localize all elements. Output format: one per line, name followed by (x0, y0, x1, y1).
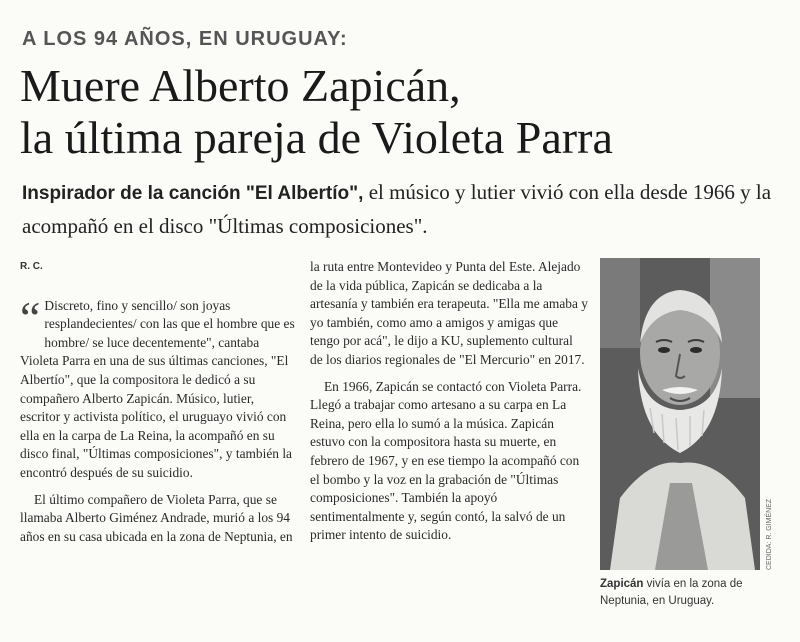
photo-caption (600, 576, 780, 610)
caption-rest: vivía en la zona de Neptunia, en Uruguay. (600, 578, 743, 607)
deck-bold: Inspirador de la canción "El Albertío", (22, 183, 364, 204)
headline (20, 60, 780, 164)
paragraph-2: El último compañero de Violeta Parra, que se llamaba Alberto Giménez Andrade, murió a los 94 años en su casa ubicada en la zona de Neptunia, en (20, 491, 293, 544)
paragraph-1-text: Discreto, fino y sencillo/ son joyas resplandecientes/ con las que el hombre que es hombre/ se luce decentemente", cantaba Violeta Parra en una de sus últimas canciones, "El Albertío", que la compositora le dedicó a su compañero Alberto Zapicán. Músico, lutier, escritor y activista político, el uruguayo vivió con ella en la carpa de La Reina, la acompañó en su disco final, "Últimas composiciones", y también la encontró después de su suicidio. (20, 297, 295, 480)
article-column-1 (20, 258, 296, 554)
deck-rest: el músico y lutier vivió con ella desde 1966 y la acompañó en el disco "Últimas composiciones". (22, 180, 772, 238)
byline: R. C. (20, 261, 43, 272)
headline-line-1: Muere Alberto Zapicán, (20, 60, 461, 111)
paragraph-1 (20, 291, 296, 483)
caption-bold: Zapicán (600, 578, 644, 590)
paragraph-4: En 1966, Zapicán se contactó con Violeta Parra. Llegó a trabajar como artesano a su carpa en La Reina, pero ella lo sumó a la música. Zapicán estuvo con la compositora hasta su muerte, en febrero de 1967, y en ese tiempo la acompañó con el bombo y la voz en la grabación de "Últimas composiciones". También la apoyó sentimentalmente y, según contó, la salvó de un primer intento de suicidio. (310, 378, 582, 543)
paragraph-3: la ruta entre Montevideo y Punta del Este. Alejado de la vida pública, Zapicán se dedicaba a la artesanía y también era terapeuta. "Ella me amaba y yo también, como amo a amigos y amigas que tengo por acá", le dijo a KU, suplemento cultural de los diarios regionales de "El Mercurio" en 2017. (310, 259, 588, 367)
quote-mark: “ (20, 291, 41, 343)
portrait-illustration (600, 258, 760, 570)
article-column-2 (310, 258, 588, 553)
headline-line-2: la última pareja de Violeta Parra (20, 112, 613, 163)
deck (22, 176, 782, 242)
portrait-photo (600, 258, 760, 570)
photo-credit: CEDIDA: R. GIMÉNEZ (766, 498, 773, 570)
kicker: A LOS 94 AÑOS, EN URUGUAY: (22, 28, 348, 50)
